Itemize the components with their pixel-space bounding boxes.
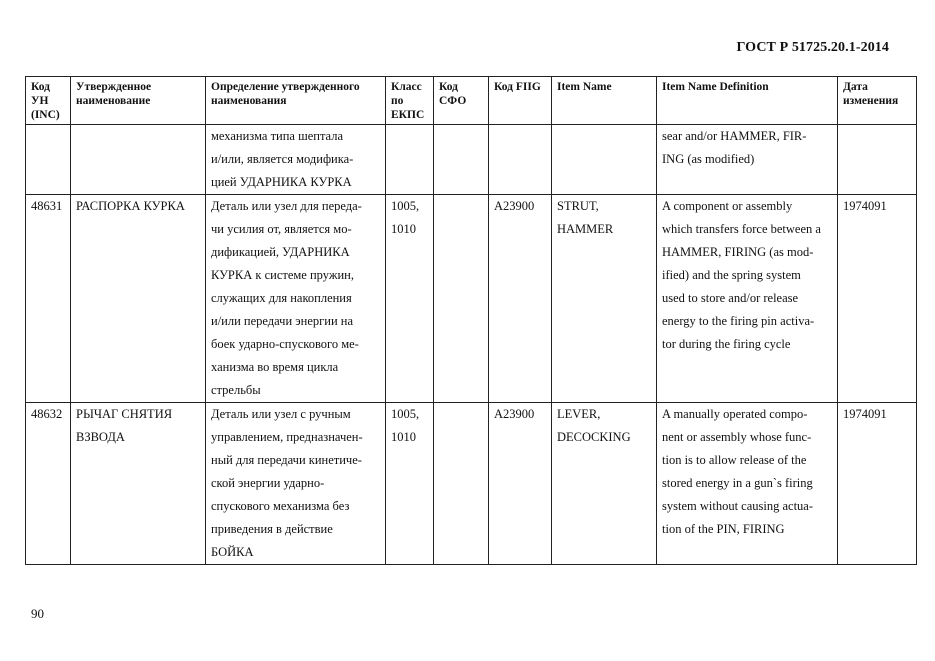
definition-line: управлением, предназначен- [211, 430, 363, 444]
col-header-approved-name: Утвержденное наименование [71, 77, 206, 125]
cell-sfo [434, 403, 489, 565]
item-definition-line: stored energy in a gun`s firing [662, 476, 813, 490]
definition-line: ской энергии ударно- [211, 476, 325, 490]
table-row [26, 195, 917, 403]
cell-date: 1974091 [838, 195, 917, 403]
definition-line: Деталь или узел для переда- [211, 199, 362, 213]
item-definition-line: sear and/or HAMMER, FIR- [662, 129, 807, 143]
col-header-item-name: Item Name [552, 77, 657, 125]
col-header-fiig: Код FIIG [489, 77, 552, 125]
definition-line: цией УДАРНИКА КУРКА [211, 175, 352, 189]
cell-definition [206, 195, 386, 403]
cell-sfo [434, 125, 489, 195]
class-line: 1005, [391, 199, 420, 213]
cell-item-name [552, 403, 657, 565]
item-definition-line: HAMMER, FIRING (as mod- [662, 245, 814, 259]
cell-code: 48631 [26, 195, 71, 403]
item-definition-line: used to store and/or release [662, 291, 799, 305]
definition-line: ханизма во время цикла [211, 360, 339, 374]
cell-item-definition [657, 403, 838, 565]
definition-line: механизма типа шептала [211, 129, 344, 143]
class-line: 1005, [391, 407, 420, 421]
definition-line: служащих для накопления [211, 291, 352, 305]
definition-line: БОЙКА [211, 545, 254, 559]
cell-name: РАСПОРКА КУРКА [71, 195, 206, 403]
cell-fiig: A23900 [489, 195, 552, 403]
cell-date [838, 125, 917, 195]
item-definition-line: ified) and the spring system [662, 268, 801, 282]
definition-line: КУРКА к системе пружин, [211, 268, 354, 282]
definition-line: спускового механизма без [211, 499, 350, 513]
cell-item-name [552, 195, 657, 403]
definition-line: боек ударно-спускового ме- [211, 337, 359, 351]
cell-class [386, 403, 434, 565]
cell-definition [206, 125, 386, 195]
definition-line: дификацией, УДАРНИКА [211, 245, 350, 259]
cell-sfo [434, 195, 489, 403]
cell-class [386, 125, 434, 195]
col-header-item-name-definition: Item Name Definition [657, 77, 838, 125]
definition-line: стрельбы [211, 383, 261, 397]
item-definition-line: A manually operated compo- [662, 407, 808, 421]
cell-definition [206, 403, 386, 565]
col-header-class: Класс по ЕКПС [386, 77, 434, 125]
col-header-inc: Код УН (INC) [26, 77, 71, 125]
item-definition-line: tion of the PIN, FIRING [662, 522, 785, 536]
item-definition-line: ING (as modified) [662, 152, 755, 166]
cell-name: РЫЧАГ СНЯТИЯ ВЗВОДА [71, 403, 206, 565]
item-name-line: HAMMER [557, 222, 614, 236]
document-code: ГОСТ Р 51725.20.1-2014 [736, 40, 889, 55]
item-definition-line: A component or assembly [662, 199, 793, 213]
class-line: 1010 [391, 222, 416, 236]
cell-code [26, 125, 71, 195]
col-header-change-date: Дата изменения [838, 77, 917, 125]
table-row [26, 403, 917, 565]
item-definition-line: tor during the firing cycle [662, 337, 791, 351]
cell-item-definition [657, 195, 838, 403]
cell-name [71, 125, 206, 195]
cell-fiig [489, 125, 552, 195]
definition-line: чи усилия от, является мо- [211, 222, 352, 236]
item-definition-line: tion is to allow release of the [662, 453, 807, 467]
cell-code: 48632 [26, 403, 71, 565]
classification-table [25, 76, 917, 565]
col-header-sfo: Код СФО [434, 77, 489, 125]
class-line: 1010 [391, 430, 416, 444]
col-header-definition: Определение утвержденного наименования [206, 77, 386, 125]
cell-class [386, 195, 434, 403]
definition-line: и/или передачи энергии на [211, 314, 354, 328]
item-definition-line: energy to the firing pin activa- [662, 314, 815, 328]
item-name-line: STRUT, [557, 199, 599, 213]
table-row [26, 125, 917, 195]
item-name-line: LEVER, [557, 407, 601, 421]
item-definition-line: system without causing actua- [662, 499, 814, 513]
definition-line: Деталь или узел с ручным [211, 407, 351, 421]
definition-line: и/или, является модифика- [211, 152, 354, 166]
definition-line: ный для передачи кинетиче- [211, 453, 362, 467]
cell-item-definition [657, 125, 838, 195]
table-header-row [26, 77, 917, 125]
item-name-line: DECOCKING [557, 430, 631, 444]
cell-item-name [552, 125, 657, 195]
item-definition-line: nent or assembly whose func- [662, 430, 812, 444]
cell-date: 1974091 [838, 403, 917, 565]
item-definition-line: which transfers force between a [662, 222, 821, 236]
page-number: 90 [31, 606, 44, 621]
cell-fiig: A23900 [489, 403, 552, 565]
definition-line: приведения в действие [211, 522, 333, 536]
